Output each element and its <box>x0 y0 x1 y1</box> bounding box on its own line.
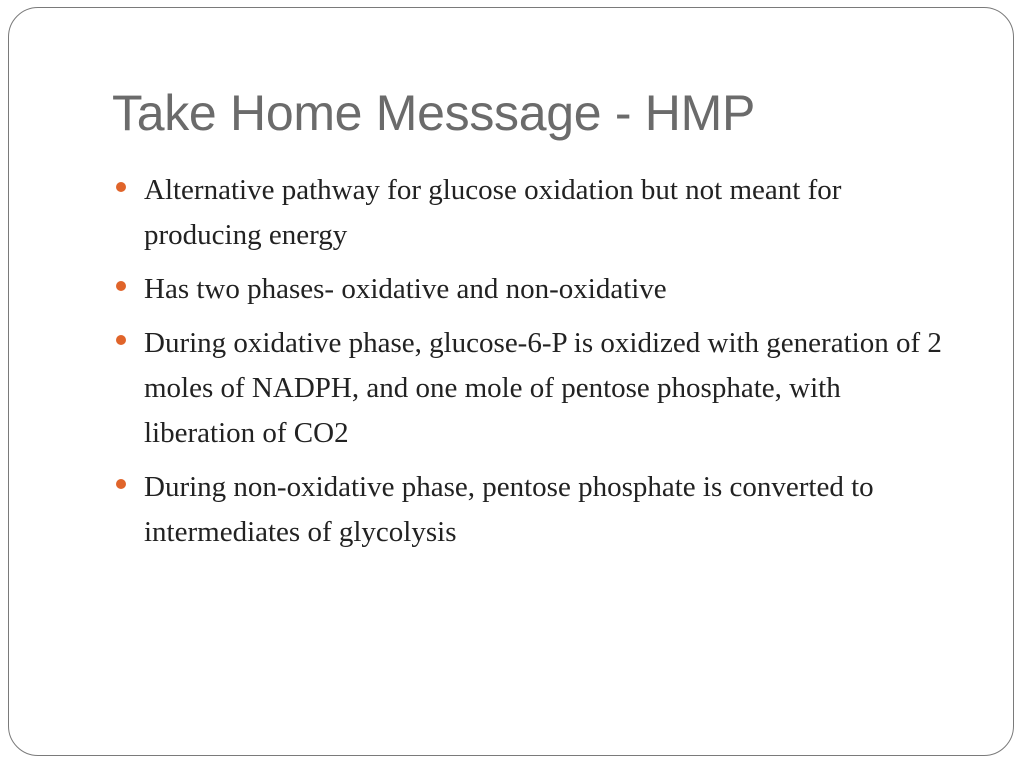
bullet-item <box>116 267 956 312</box>
bullet-item <box>116 168 956 258</box>
slide-title: Take Home Messsage - HMP <box>112 85 755 141</box>
bullet-text: During non-oxidative phase, pentose phosphate is converted to intermediates of glycolysis <box>144 471 874 548</box>
bullet-dot-icon <box>116 182 126 192</box>
bullet-item <box>116 321 956 456</box>
bullet-text: During oxidative phase, glucose-6-P is oxidized with generation of 2 moles of NADPH, and one mole of pentose phosphate, with liberation of CO2 <box>144 327 942 449</box>
bullet-dot-icon <box>116 335 126 345</box>
bullet-dot-icon <box>116 281 126 291</box>
bullet-list <box>116 168 956 564</box>
bullet-text: Has two phases- oxidative and non-oxidative <box>144 273 667 305</box>
bullet-dot-icon <box>116 479 126 489</box>
bullet-item <box>116 465 956 555</box>
bullet-text: Alternative pathway for glucose oxidation but not meant for producing energy <box>144 174 842 251</box>
